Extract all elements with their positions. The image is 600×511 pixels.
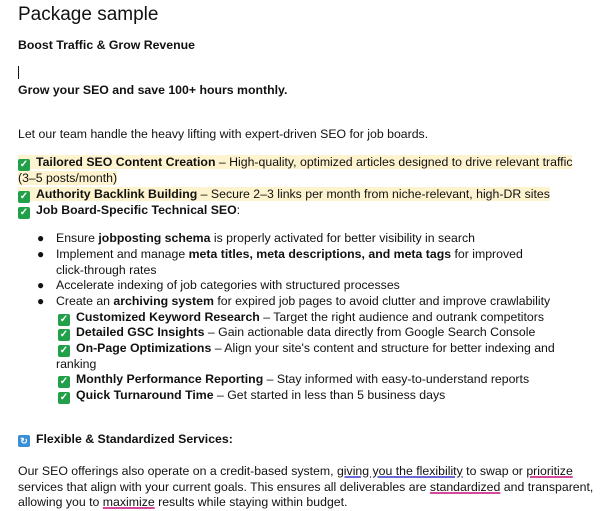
document-title: Package sample xyxy=(18,4,159,25)
check-mark-icon: ✓ xyxy=(59,376,69,387)
bullet-icon: ● xyxy=(37,278,45,292)
check-mark-icon: ✓ xyxy=(59,329,69,340)
paragraph-line: Our SEO offerings also operate on a credit-based system, giving you the flexibility to swap or prioritize xyxy=(18,464,573,478)
text-cursor xyxy=(18,66,19,79)
section-heading: ↻ Flexible & Standardized Services: xyxy=(18,432,233,448)
sub-feature-item: ✓ On-Page Optimizations – Align your site's content and structure for better indexing and xyxy=(59,341,555,356)
intro-text: Let our team handle the heavy lifting with expert-driven SEO for job boards. xyxy=(18,127,429,141)
check-mark-icon: ✓ xyxy=(19,159,29,170)
list-item: Accelerate indexing of job categories with structured processes xyxy=(56,278,400,292)
tagline: Boost Traffic & Grow Revenue xyxy=(18,38,195,52)
bullet-icon: ● xyxy=(37,294,45,308)
sub-feature-item: ✓ Customized Keyword Research – Target the right audience and outrank competitors xyxy=(59,310,544,325)
sub-feature-continuation: ranking xyxy=(56,357,97,371)
feature-item-continuation: (3–5 posts/month) xyxy=(18,171,118,185)
sub-feature-item: ✓ Detailed GSC Insights – Gain actionable data directly from Google Search Console xyxy=(59,325,536,340)
bullet-icon: ● xyxy=(37,247,45,261)
bullet-icon: ● xyxy=(37,231,45,245)
check-mark-icon: ✓ xyxy=(19,191,29,202)
feature-item: ✓ Job Board-Specific Technical SEO: xyxy=(19,203,241,218)
check-mark-icon: ✓ xyxy=(59,314,69,325)
repeat-icon: ↻ xyxy=(18,435,30,447)
sub-feature-item: ✓ Quick Turnaround Time – Get started in less than 5 business days xyxy=(59,388,446,403)
check-mark-icon: ✓ xyxy=(59,392,69,403)
list-item: Implement and manage meta titles, meta descriptions, and meta tags for improved xyxy=(56,247,523,261)
paragraph-line: allowing you to maximize results while staying within budget. xyxy=(18,495,348,509)
list-item-continuation: click-through rates xyxy=(56,263,157,277)
sub-feature-item: ✓ Monthly Performance Reporting – Stay informed with easy-to-understand reports xyxy=(59,372,530,387)
check-mark-icon: ✓ xyxy=(19,207,29,218)
list-item: Create an archiving system for expired job pages to avoid clutter and improve crawlability xyxy=(56,294,551,308)
paragraph-line: services that align with your current goals. This ensures all deliverables are standardized and transparent, xyxy=(18,480,594,494)
feature-item: ✓ Authority Backlink Building – Secure 2–3 links per month from niche-relevant, high-DR sites xyxy=(19,187,550,202)
check-mark-icon: ✓ xyxy=(59,345,69,356)
headline: Grow your SEO and save 100+ hours monthly. xyxy=(18,83,288,97)
list-item: Ensure jobposting schema is properly activated for better visibility in search xyxy=(56,231,475,245)
feature-item: ✓ Tailored SEO Content Creation – High-quality, optimized articles designed to drive relevant traffic xyxy=(19,155,573,170)
